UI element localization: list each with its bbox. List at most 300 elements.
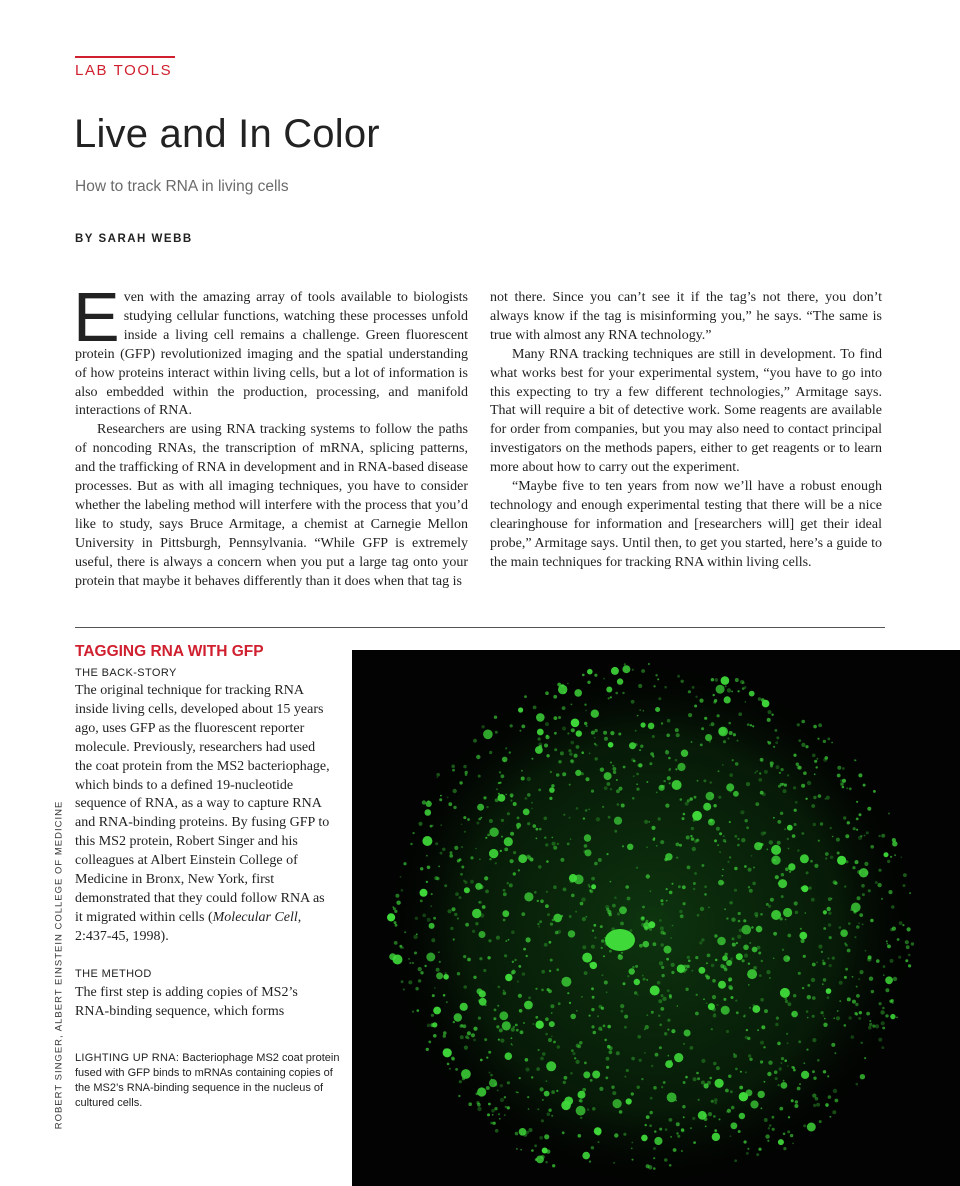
rna-speckle — [878, 869, 881, 872]
rna-speckle — [594, 674, 597, 677]
rna-speckle — [684, 1030, 691, 1037]
rna-speckle — [478, 1017, 481, 1020]
rna-speckle — [479, 931, 486, 938]
rna-speckle — [582, 953, 592, 963]
rna-speckle — [657, 981, 661, 985]
rna-speckle — [436, 968, 440, 972]
rna-speckle — [794, 901, 798, 905]
rna-speckle — [537, 900, 539, 902]
rna-speckle — [811, 804, 815, 808]
rna-speckle — [624, 1076, 626, 1078]
rna-speckle — [503, 889, 506, 892]
rna-speckle — [888, 813, 890, 815]
rna-speckle — [766, 903, 769, 906]
rna-speckle — [793, 994, 796, 997]
rna-speckle — [592, 1107, 596, 1111]
rna-speckle — [526, 955, 528, 957]
rna-speckle — [705, 1126, 707, 1128]
rna-speckle — [697, 914, 700, 917]
rna-speckle — [752, 882, 756, 886]
rna-speckle — [392, 906, 394, 908]
rna-speckle — [834, 882, 837, 885]
rna-speckle — [489, 858, 491, 860]
rna-speckle — [564, 1076, 568, 1080]
rna-speckle — [484, 1038, 487, 1041]
rna-speckle — [585, 849, 592, 856]
rna-speckle — [561, 977, 571, 987]
rna-speckle — [428, 1041, 431, 1044]
rna-speckle — [769, 1124, 772, 1127]
rna-speckle — [485, 890, 489, 894]
rna-speckle — [813, 1104, 816, 1107]
rna-speckle — [563, 1081, 566, 1084]
rna-speckle — [608, 697, 610, 699]
rna-speckle — [893, 977, 897, 981]
rna-speckle — [812, 1070, 815, 1073]
rna-speckle — [694, 705, 697, 708]
rna-speckle — [489, 1072, 491, 1074]
rna-speckle — [698, 1099, 700, 1101]
figure-caption — [75, 1051, 340, 1111]
rna-speckle — [646, 1115, 650, 1119]
rna-speckle — [886, 940, 888, 942]
rna-speckle — [869, 1020, 871, 1022]
rna-speckle — [701, 1059, 705, 1063]
rna-speckle — [883, 965, 886, 968]
rna-speckle — [844, 943, 846, 945]
rna-speckle — [646, 1014, 648, 1016]
rna-speckle — [666, 958, 669, 961]
rna-speckle — [505, 794, 507, 796]
rna-speckle — [732, 937, 735, 940]
rna-speckle — [541, 989, 544, 992]
rna-speckle — [881, 898, 883, 900]
rna-speckle — [740, 810, 744, 814]
rna-speckle — [642, 975, 644, 977]
rna-speckle — [897, 938, 900, 941]
rna-speckle — [822, 960, 824, 962]
article-title: Live and In Color — [74, 112, 380, 156]
rna-speckle — [701, 1081, 705, 1085]
rna-speckle — [762, 793, 766, 797]
rna-speckle — [500, 1084, 503, 1087]
rna-speckle — [547, 988, 550, 991]
rna-speckle — [426, 881, 428, 883]
section-label: LAB TOOLS — [75, 62, 173, 79]
rna-speckle — [609, 1046, 613, 1050]
rna-speckle — [732, 943, 736, 947]
rna-speckle — [606, 991, 608, 993]
rna-speckle — [504, 954, 507, 957]
rna-speckle — [526, 937, 531, 942]
rna-speckle — [623, 1133, 626, 1136]
rna-speckle — [795, 801, 798, 804]
rna-speckle — [852, 866, 855, 869]
rna-speckle — [617, 912, 620, 915]
rna-speckle — [464, 1046, 468, 1050]
rna-speckle — [634, 991, 637, 994]
rna-speckle — [591, 1025, 594, 1028]
rna-speckle — [775, 1023, 778, 1026]
rna-speckle — [427, 1024, 431, 1028]
rna-speckle — [525, 1058, 529, 1062]
rna-speckle — [665, 804, 669, 808]
rna-speckle — [518, 994, 522, 998]
rna-speckle — [436, 773, 440, 777]
rna-speckle — [497, 1005, 499, 1007]
rna-speckle — [610, 881, 612, 883]
rna-speckle — [594, 737, 596, 739]
rna-speckle — [594, 729, 597, 732]
rna-speckle — [823, 927, 826, 930]
rna-speckle — [794, 1104, 798, 1108]
rna-speckle — [562, 727, 566, 731]
rna-speckle — [625, 885, 629, 889]
rna-speckle — [498, 794, 506, 802]
cell-nucleus-image — [352, 650, 960, 1186]
rna-speckle — [539, 920, 542, 923]
rna-speckle — [746, 1089, 753, 1096]
rna-speckle — [426, 953, 435, 962]
rna-speckle — [645, 1124, 647, 1126]
rna-speckle — [511, 1037, 513, 1039]
rna-speckle — [805, 912, 807, 914]
rna-speckle — [734, 1159, 737, 1162]
rna-speckle — [620, 1004, 624, 1008]
rna-speckle — [677, 965, 685, 973]
rna-speckle — [598, 1027, 602, 1031]
rna-speckle — [431, 893, 433, 895]
rna-speckle — [594, 937, 596, 939]
rna-speckle — [711, 678, 714, 681]
rna-speckle — [534, 891, 537, 894]
rna-speckle — [542, 1099, 544, 1101]
rna-speckle — [840, 929, 848, 937]
rna-speckle — [828, 912, 831, 915]
rna-speckle — [662, 997, 666, 1001]
rna-speckle — [692, 847, 696, 851]
rna-speckle — [764, 770, 768, 774]
rna-speckle — [891, 905, 894, 908]
rna-speckle — [457, 859, 460, 862]
rna-speckle — [597, 1132, 601, 1136]
rna-speckle — [595, 757, 598, 760]
rna-speckle — [911, 942, 914, 945]
rna-speckle — [533, 824, 537, 828]
rna-speckle — [646, 979, 648, 981]
rna-speckle — [744, 1140, 747, 1143]
rna-speckle — [569, 752, 572, 755]
rna-speckle — [896, 1017, 898, 1019]
rna-speckle — [775, 741, 778, 744]
rna-speckle — [788, 1002, 792, 1006]
rna-speckle — [901, 856, 903, 858]
rna-speckle — [854, 759, 856, 761]
rna-speckle — [535, 746, 543, 754]
rna-speckle — [505, 1106, 507, 1108]
rna-speckle — [673, 1148, 677, 1152]
rna-speckle — [807, 1017, 809, 1019]
rna-speckle — [661, 943, 664, 946]
rna-speckle — [510, 832, 514, 836]
rna-speckle — [553, 695, 557, 699]
rna-speckle — [802, 832, 805, 835]
rna-speckle — [759, 772, 761, 774]
rna-speckle — [746, 782, 750, 786]
rna-speckle — [722, 869, 724, 871]
rna-speckle — [730, 1135, 732, 1137]
rna-speckle — [708, 1003, 715, 1010]
rna-speckle — [852, 976, 854, 978]
rna-speckle — [816, 1103, 820, 1107]
rna-speckle — [704, 893, 707, 896]
rna-speckle — [544, 1134, 549, 1139]
rna-speckle — [868, 889, 871, 892]
rna-speckle — [531, 758, 533, 760]
rna-speckle — [598, 1129, 601, 1132]
rna-speckle — [879, 1002, 882, 1005]
rna-speckle — [718, 880, 724, 886]
rna-speckle — [476, 822, 479, 825]
rna-speckle — [544, 837, 546, 839]
rna-speckle — [683, 1116, 685, 1118]
paragraph: Many RNA tracking techniques are still in development. To find what works best for your experimental system, “you have to go into this expecting to try a few different technologies,” Armitage says. That will require a bit of detective work. Some reagents are available for order from companies, but you may also need to contact principal investigators on the methods papers, either to get reagents or to learn more about how to carry out the experiment. — [490, 346, 882, 476]
rna-speckle — [703, 779, 706, 782]
rna-speckle — [544, 817, 548, 821]
rna-speckle — [733, 1054, 737, 1058]
rna-speckle — [655, 1053, 659, 1057]
rna-speckle — [636, 773, 639, 776]
rna-speckle — [472, 909, 481, 918]
rna-speckle — [677, 1135, 680, 1138]
rna-speckle — [756, 770, 758, 772]
rna-speckle — [643, 941, 650, 948]
rna-speckle — [695, 696, 697, 698]
rna-speckle — [667, 1055, 669, 1057]
rna-speckle — [761, 1108, 763, 1110]
rna-speckle — [832, 836, 834, 838]
rna-speckle — [829, 936, 832, 939]
rna-speckle — [793, 1069, 796, 1072]
rna-speckle — [467, 1037, 469, 1039]
rna-speckle — [774, 1070, 778, 1074]
rna-speckle — [723, 740, 726, 743]
rna-speckle — [887, 860, 890, 863]
rna-speckle — [553, 1041, 556, 1044]
rna-speckle — [693, 819, 696, 822]
rna-speckle — [726, 917, 728, 919]
rna-speckle — [660, 840, 664, 844]
rna-speckle — [763, 831, 766, 834]
rna-speckle — [504, 1096, 506, 1098]
rna-speckle — [758, 952, 761, 955]
rna-speckle — [867, 807, 871, 811]
rna-speckle — [757, 1029, 759, 1031]
rna-speckle — [731, 918, 735, 922]
rna-speckle — [667, 776, 671, 780]
rna-speckle — [858, 978, 860, 980]
rna-speckle — [666, 900, 668, 902]
rna-speckle — [739, 1086, 743, 1090]
rna-speckle — [641, 1135, 648, 1142]
rna-speckle — [580, 1117, 582, 1119]
rna-speckle — [629, 742, 636, 749]
rna-speckle — [639, 944, 643, 948]
rna-speckle — [403, 988, 405, 990]
rna-speckle — [661, 903, 664, 906]
rna-speckle — [545, 904, 549, 908]
rna-speckle — [558, 1002, 561, 1005]
rna-speckle — [546, 1080, 548, 1082]
rna-speckle — [440, 852, 443, 855]
rna-speckle — [417, 1009, 420, 1012]
rna-speckle — [735, 1068, 738, 1071]
rna-speckle — [858, 922, 860, 924]
rna-speckle — [825, 852, 829, 856]
rna-speckle — [536, 838, 538, 840]
rna-speckle — [464, 887, 470, 893]
rna-speckle — [669, 1164, 672, 1167]
rna-speckle — [905, 940, 909, 944]
rna-speckle — [890, 959, 894, 963]
rna-speckle — [540, 1087, 544, 1091]
rna-speckle — [460, 1024, 464, 1028]
rna-speckle — [567, 683, 569, 685]
rna-speckle — [467, 958, 471, 962]
rna-speckle — [651, 1065, 654, 1068]
rna-speckle — [434, 987, 436, 989]
rna-speckle — [659, 1024, 662, 1027]
rna-speckle — [568, 749, 571, 752]
rna-speckle — [778, 1084, 780, 1086]
rna-speckle — [601, 974, 603, 976]
backstory-text — [75, 682, 335, 947]
rna-speckle — [694, 840, 698, 844]
rna-speckle — [878, 835, 880, 837]
rna-speckle — [451, 765, 455, 769]
rna-speckle — [447, 1063, 449, 1065]
rna-speckle — [674, 1053, 683, 1062]
rna-speckle — [909, 892, 911, 894]
rna-speckle — [557, 843, 559, 845]
rna-speckle — [520, 730, 522, 732]
rna-speckle — [882, 1027, 885, 1030]
rna-speckle — [771, 845, 781, 855]
rna-speckle — [766, 970, 770, 974]
rna-speckle — [714, 934, 717, 937]
rna-speckle — [591, 884, 596, 889]
rna-speckle — [583, 817, 585, 819]
rna-speckle — [658, 817, 661, 820]
rna-speckle — [594, 862, 598, 866]
rna-speckle — [593, 924, 596, 927]
rna-speckle — [540, 899, 544, 903]
rna-speckle — [649, 762, 652, 765]
rna-speckle — [794, 809, 797, 812]
rna-speckle — [839, 1000, 841, 1002]
rna-speckle — [558, 760, 561, 763]
rna-speckle — [650, 890, 652, 892]
rna-speckle — [848, 1016, 851, 1019]
rna-speckle — [745, 819, 748, 822]
rna-speckle — [745, 1071, 747, 1073]
rna-speckle — [554, 716, 558, 720]
caption-lead: LIGHTING UP RNA: — [75, 1052, 180, 1064]
rna-speckle — [430, 905, 432, 907]
rna-speckle — [531, 802, 533, 804]
rna-speckle — [530, 858, 534, 862]
rna-speckle — [798, 972, 801, 975]
rna-speckle — [570, 879, 574, 883]
rna-speckle — [654, 1130, 656, 1132]
rna-speckle — [655, 707, 660, 712]
rna-speckle — [876, 959, 880, 963]
rna-speckle — [487, 956, 490, 959]
rna-speckle — [632, 797, 635, 800]
rna-speckle — [781, 1062, 783, 1064]
rna-speckle — [763, 1046, 765, 1048]
rna-speckle — [664, 686, 667, 689]
rna-speckle — [827, 996, 830, 999]
rna-speckle — [459, 1080, 462, 1083]
rna-speckle — [701, 727, 704, 730]
rna-speckle — [715, 678, 719, 682]
rna-speckle — [727, 861, 729, 863]
rna-speckle — [545, 843, 548, 846]
rna-speckle — [668, 757, 671, 760]
rna-speckle — [760, 758, 764, 762]
rna-speckle — [503, 892, 507, 896]
rna-speckle — [713, 1014, 717, 1018]
rna-speckle — [460, 1003, 468, 1011]
rna-speckle — [687, 956, 690, 959]
rna-speckle — [426, 855, 428, 857]
rna-speckle — [691, 970, 693, 972]
rna-speckle — [476, 1092, 479, 1095]
rna-speckle — [807, 1123, 816, 1132]
rna-speckle — [432, 994, 435, 997]
rna-speckle — [508, 939, 510, 941]
rna-speckle — [461, 846, 463, 848]
rna-speckle — [454, 846, 458, 850]
rna-speckle — [706, 976, 710, 980]
rna-speckle — [622, 692, 624, 694]
rna-speckle — [898, 956, 901, 959]
rna-speckle — [714, 1098, 718, 1102]
rna-speckle — [816, 766, 818, 768]
rna-speckle — [454, 1013, 462, 1021]
rna-speckle — [806, 1049, 808, 1051]
rna-speckle — [903, 873, 907, 877]
rna-speckle — [704, 1117, 708, 1121]
rna-speckle — [479, 859, 481, 861]
rna-speckle — [581, 996, 583, 998]
rna-speckle — [825, 857, 827, 859]
rna-speckle — [495, 1129, 499, 1133]
rna-speckle — [603, 731, 607, 735]
rna-speckle — [737, 838, 739, 840]
rna-speckle — [731, 996, 734, 999]
rna-speckle — [635, 743, 638, 746]
method-label: THE METHOD — [75, 968, 152, 980]
rna-speckle — [724, 696, 731, 703]
rna-speckle — [619, 1110, 623, 1114]
rna-speckle — [510, 800, 512, 802]
rna-speckle — [677, 1005, 679, 1007]
rna-speckle — [762, 700, 770, 708]
rna-speckle — [544, 1091, 550, 1097]
rna-speckle — [870, 919, 873, 922]
